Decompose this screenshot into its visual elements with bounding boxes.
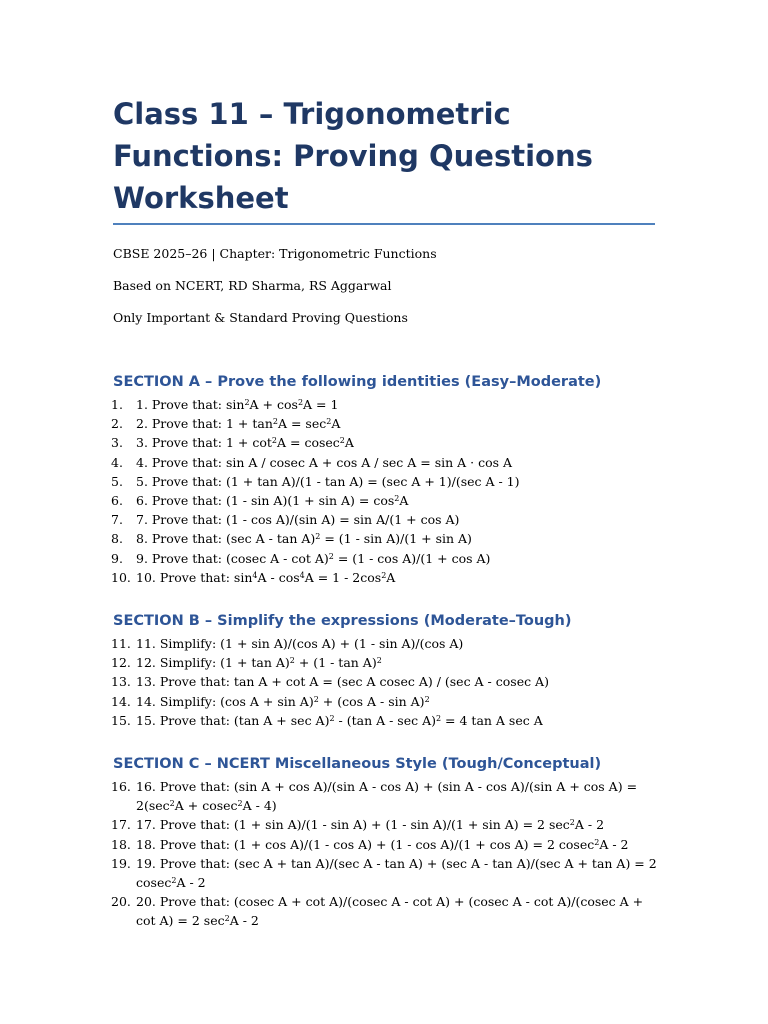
- question-number: 1.: [111, 397, 123, 412]
- question-text: 7. Prove that: (1 - cos A)/(sin A) = sin A/(1 + cos A): [136, 512, 460, 528]
- worksheet-meta: [113, 245, 658, 326]
- question-number: 2.: [111, 416, 123, 432]
- question-text: 3. Prove that: $1 + \cot^2A = cosec^2A$: [136, 435, 354, 451]
- page-title: Class 11 – Trigonometric Functions: Proving Questions Worksheet: [113, 93, 655, 225]
- question-item: [113, 672, 658, 691]
- question-number: 10.: [111, 569, 131, 585]
- question-text: 19. Prove that: (sec A + tan A)/(sec A - tan A) + (sec A - tan A)/(sec A + tan A) = 2 cosec$^2$A - 2: [136, 855, 657, 891]
- question-number: 15.: [111, 712, 131, 728]
- section-b-list: [113, 634, 658, 730]
- question-item: [113, 653, 658, 672]
- question-text: 15. Prove that: (tan A + sec A)$^2$ - (tan A - sec A)$^2$ = 4 tan A sec A: [136, 712, 543, 728]
- question-number: 14.: [111, 693, 131, 709]
- question-item: [113, 529, 658, 548]
- question-item: [113, 634, 658, 653]
- question-number: 8.: [111, 531, 123, 547]
- question-item: [113, 472, 658, 491]
- question-number: 3.: [111, 435, 123, 451]
- question-number: 17.: [111, 817, 131, 833]
- question-text: 11. Simplify: (1 + sin A)/(cos A) + (1 - sin A)/(cos A): [136, 636, 464, 652]
- section-a-heading: SECTION A – Prove the following identities (Easy–Moderate): [113, 374, 602, 390]
- question-item: [113, 433, 658, 452]
- question-number: 16.: [111, 779, 131, 795]
- question-text: 6. Prove that: $(1 - \sin A)(1 + \sin A) = \cos^2A$: [136, 493, 409, 509]
- question-item: [113, 692, 658, 711]
- question-text: 2. Prove that: $1 + \tan^2A = \sec^2A$: [136, 416, 341, 432]
- question-item: [113, 414, 658, 433]
- question-item: [113, 815, 658, 834]
- question-text: 12. Simplify: $(1 + \tan A)^2 + (1 - \tan A)^2$: [136, 655, 382, 671]
- question-text: 10. Prove that: $\sin^4A - \cos^4A = 1 - 2\cos^2A$: [136, 569, 396, 585]
- question-item: [113, 777, 658, 815]
- question-number: 6.: [111, 493, 123, 509]
- question-text: 1. Prove that: $\sin^2A + \cos^2A = 1$: [136, 397, 339, 412]
- question-item: [113, 395, 658, 414]
- question-number: 20.: [111, 894, 131, 910]
- question-number: 7.: [111, 512, 123, 528]
- question-text: 8. Prove that: (sec A - tan A)$^2$ = (1 - sin A)/(1 + sin A): [136, 531, 472, 547]
- section-c-list: [113, 777, 658, 931]
- question-text: 13. Prove that: tan A + cot A = (sec A cosec A) / (sec A - cosec A): [136, 674, 549, 690]
- question-text: 9. Prove that: (cosec A - cot A)$^2$ = (1 - cos A)/(1 + cos A): [136, 550, 491, 566]
- question-text: 4. Prove that: sin A / cosec A + cos A / sec A = sin A · cos A: [136, 454, 513, 470]
- section-c-heading: SECTION C – NCERT Miscellaneous Style (Tough/Conceptual): [113, 756, 602, 773]
- question-number: 5.: [111, 473, 123, 489]
- meta-board-chapter: CBSE 2025–26 | Chapter: Trigonometric Functions: [113, 246, 437, 261]
- question-number: 4.: [111, 454, 123, 470]
- question-item: [113, 549, 658, 568]
- question-item: [113, 854, 658, 892]
- question-item: [113, 835, 658, 854]
- meta-scope: Only Important & Standard Proving Questions: [113, 310, 408, 325]
- question-number: 9.: [111, 550, 123, 566]
- question-text: 14. Simplify: (cos A + sin A)$^2$ + (cos A - sin A)$^2$: [136, 693, 430, 709]
- question-text: 20. Prove that: (cosec A + cot A)/(cosec A - cot A) + (cosec A - cot A)/(cosec A + cot A) = 2 $\sec^2A - 2$: [136, 894, 644, 929]
- question-text: 18. Prove that: (1 + cos A)/(1 - cos A) + (1 - cos A)/(1 + cos A) = 2 cosec$^2$A - 2: [136, 836, 629, 852]
- question-item: [113, 711, 658, 730]
- question-number: 19.: [111, 855, 131, 871]
- question-number: 13.: [111, 674, 131, 690]
- question-item: [113, 510, 658, 529]
- question-text: 17. Prove that: (1 + sin A)/(1 - sin A) + (1 - sin A)/(1 + sin A) = 2 $\sec^2A - 2$: [136, 817, 605, 833]
- question-item: [113, 568, 658, 587]
- section-b-heading: SECTION B – Simplify the expressions (Moderate–Tough): [113, 613, 572, 630]
- worksheet-page: [113, 93, 658, 931]
- question-number: 11.: [111, 636, 131, 652]
- question-text: 5. Prove that: (1 + tan A)/(1 - tan A) = (sec A + 1)/(sec A - 1): [136, 473, 520, 489]
- question-text: 16. Prove that: (sin A + cos A)/(sin A - cos A) + (sin A - cos A)/(sin $A + \cos A) = 2(\sec^2A + cosec^2A - 4)$: [136, 779, 638, 814]
- section-a-list: [113, 395, 658, 587]
- question-item: [113, 453, 658, 472]
- question-item: [113, 491, 658, 510]
- question-item: [113, 892, 658, 930]
- meta-sources: Based on NCERT, RD Sharma, RS Aggarwal: [113, 278, 392, 293]
- question-number: 18.: [111, 836, 131, 852]
- question-number: 12.: [111, 655, 131, 671]
